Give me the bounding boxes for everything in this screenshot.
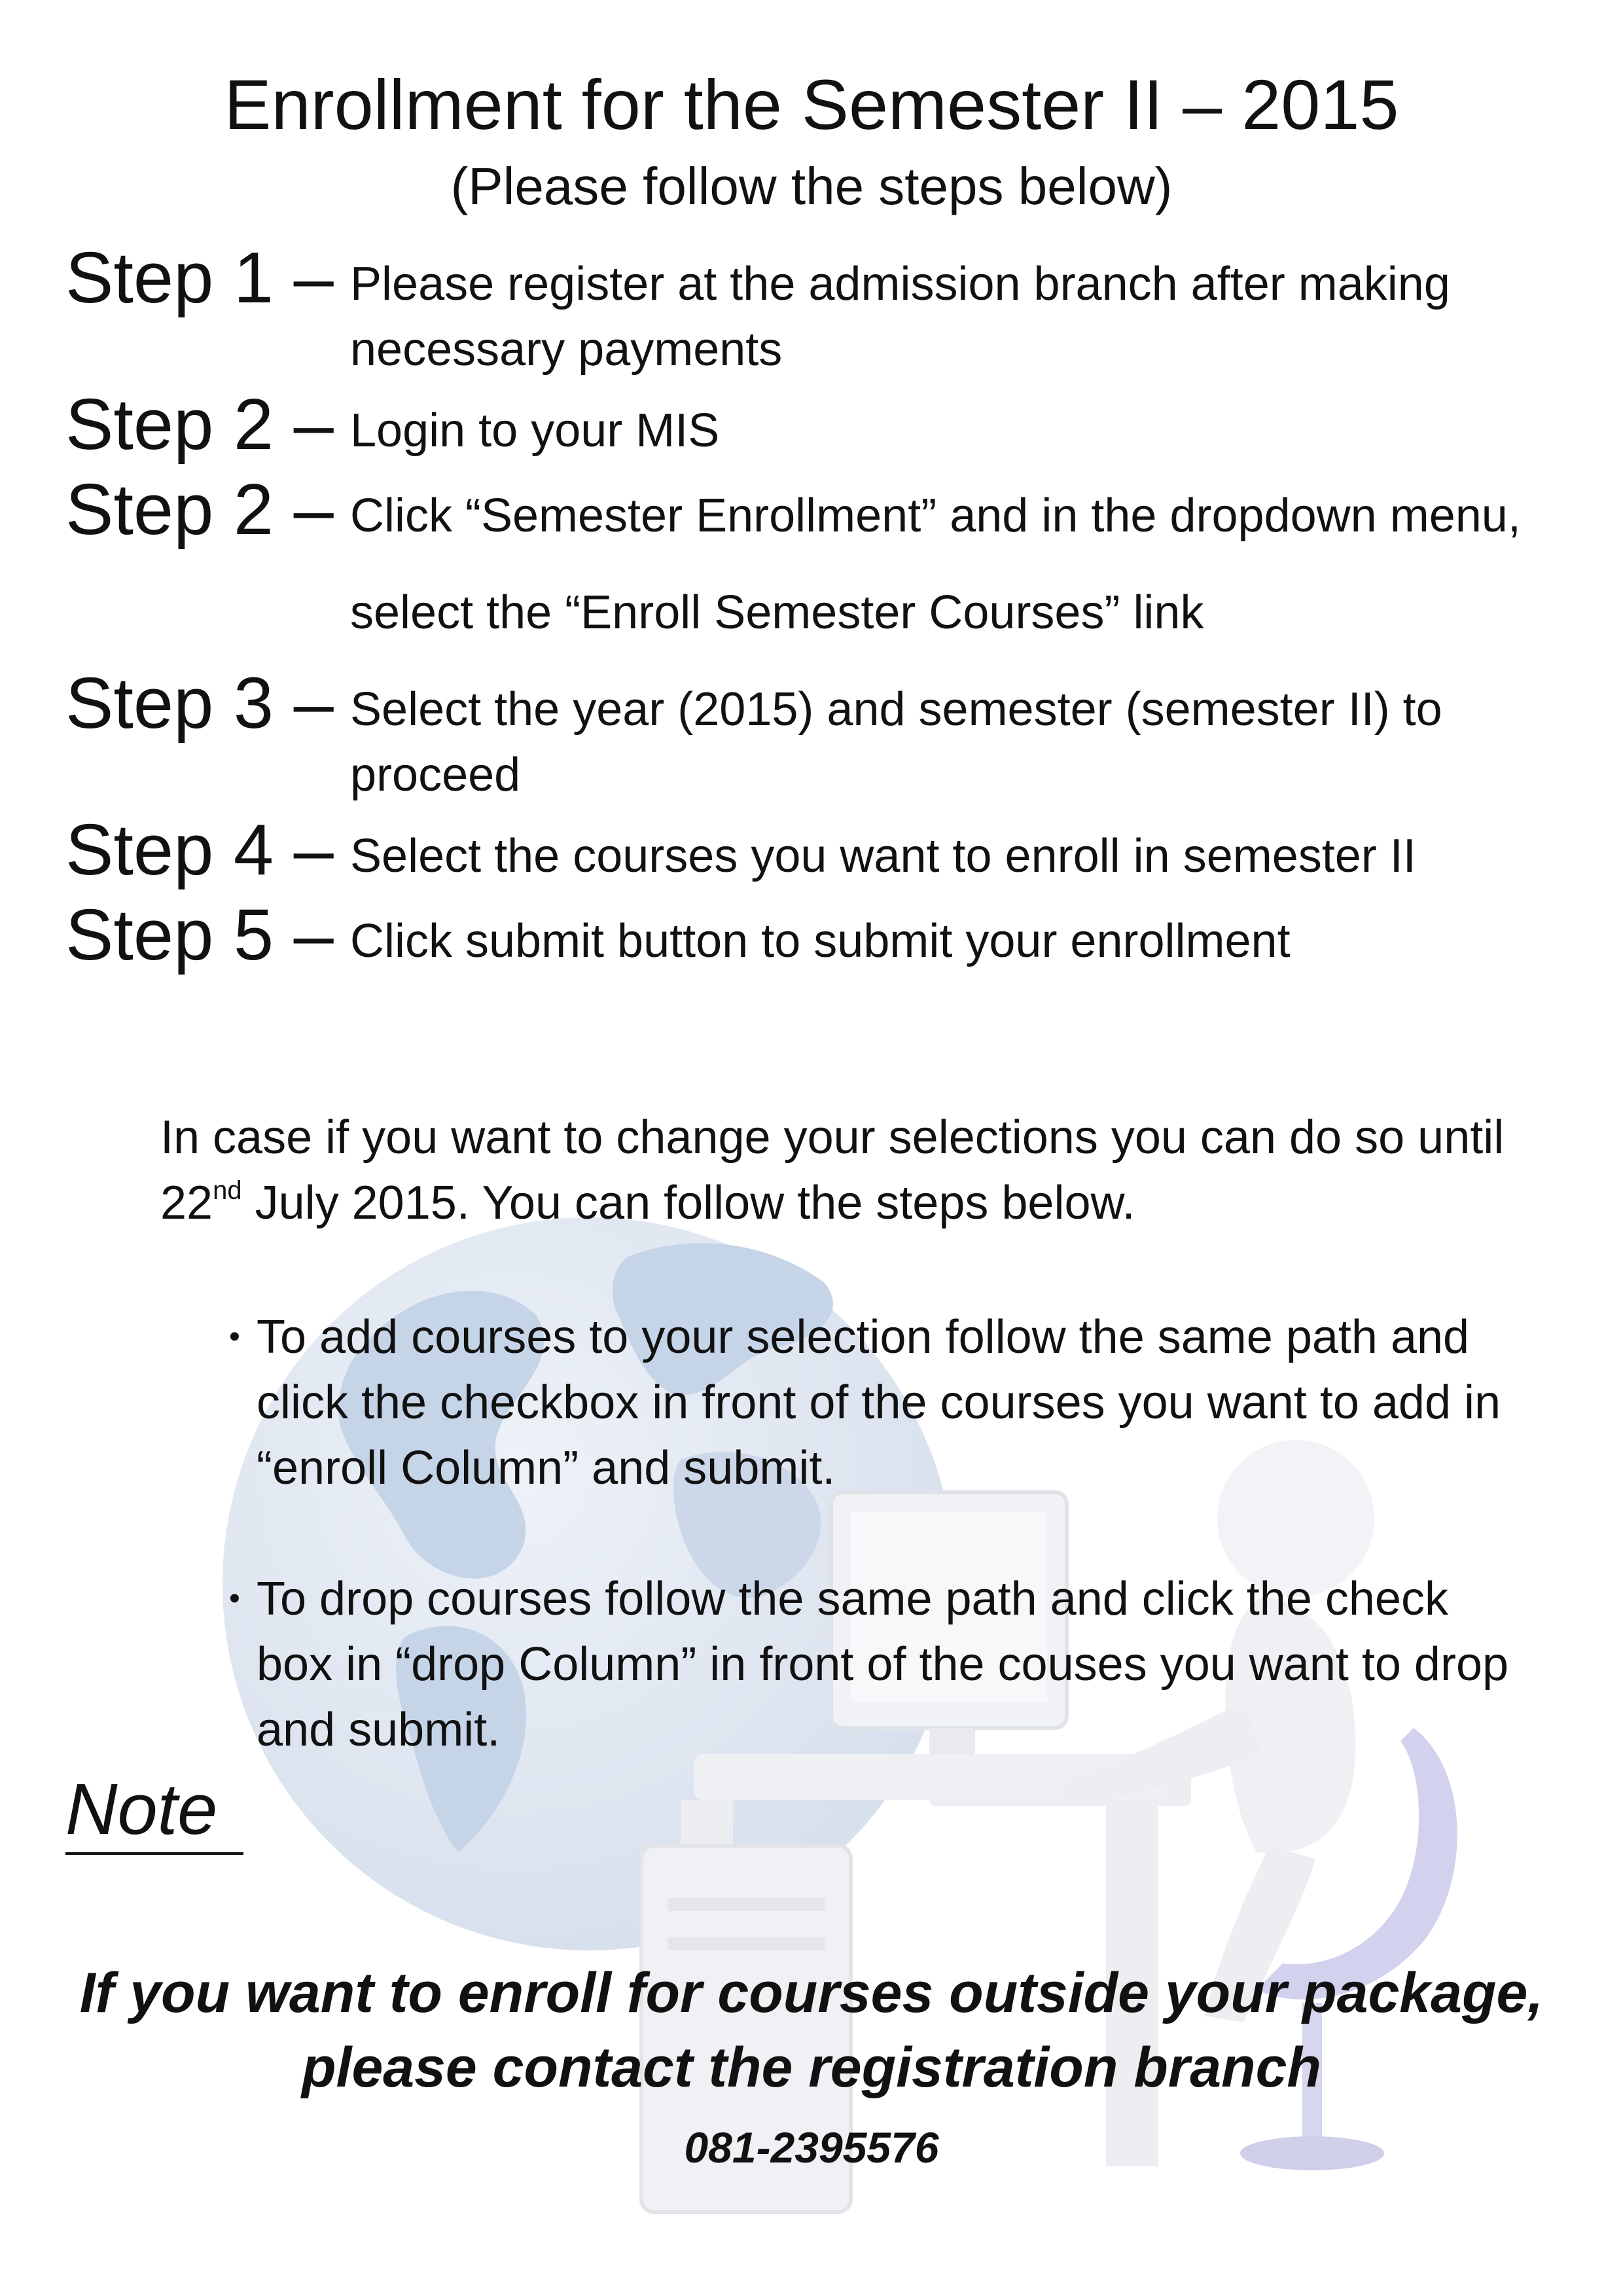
page-subtitle: (Please follow the steps below)	[450, 157, 1173, 215]
step-label: Step 2 –	[65, 469, 334, 550]
step-label: Step 4 –	[65, 810, 334, 890]
page-title: Enrollment for the Semester II – 2015	[224, 65, 1399, 144]
step-text: Select the courses you want to enroll in semester II	[350, 830, 1416, 882]
step-item	[65, 382, 1590, 467]
steps-list	[65, 236, 1590, 978]
step-text: Login to your MIS	[350, 404, 720, 457]
bullet-text: To drop courses follow the same path and click the check box in “drop Column” in front of the couses you want to drop and submit.	[257, 1573, 1509, 1756]
contact-phone: 081-2395576	[684, 2123, 939, 2172]
footer-line-2: please contact the registration branch	[302, 2036, 1321, 2099]
info-text-part2: July 2015. You can follow the steps below.	[241, 1177, 1135, 1229]
footer-line-1: If you want to enroll for courses outside your package,	[79, 1962, 1544, 2024]
bullet-text: To add courses to your selection follow the same path and click the checkbox in front of the courses you want to add in “enroll Column” and submit.	[257, 1311, 1501, 1494]
step-label: Step 1 –	[65, 238, 334, 318]
step-item	[65, 808, 1590, 893]
info-superscript: nd	[213, 1176, 242, 1205]
change-selection-info	[160, 1105, 1548, 1236]
footer-message	[0, 1956, 1623, 2105]
step-text: Click “Semester Enrollment” and in the dropdown menu, select the “Enroll Semester Courses” link	[350, 490, 1521, 639]
step-item	[65, 661, 1590, 808]
note-heading: Note	[65, 1767, 243, 1855]
step-text: Select the year (2015) and semester (semester II) to proceed	[350, 683, 1442, 801]
step-label: Step 2 –	[65, 384, 334, 465]
step-item	[65, 893, 1590, 978]
bullet-item	[229, 1566, 1525, 1763]
bullet-dot-icon: •	[229, 1319, 240, 1354]
bullet-dot-icon: •	[229, 1581, 240, 1616]
step-label: Step 5 –	[65, 895, 334, 975]
step-item	[65, 236, 1590, 382]
step-text: Click submit button to submit your enrollment	[350, 915, 1291, 967]
step-text: Please register at the admission branch after making necessary payments	[350, 258, 1450, 376]
bullet-item	[229, 1304, 1525, 1501]
step-item	[65, 467, 1590, 661]
instruction-bullets	[229, 1304, 1525, 1828]
info-text-part1: In case if you want to change your selections you can do so until 22	[160, 1111, 1505, 1229]
step-label: Step 3 –	[65, 663, 334, 744]
